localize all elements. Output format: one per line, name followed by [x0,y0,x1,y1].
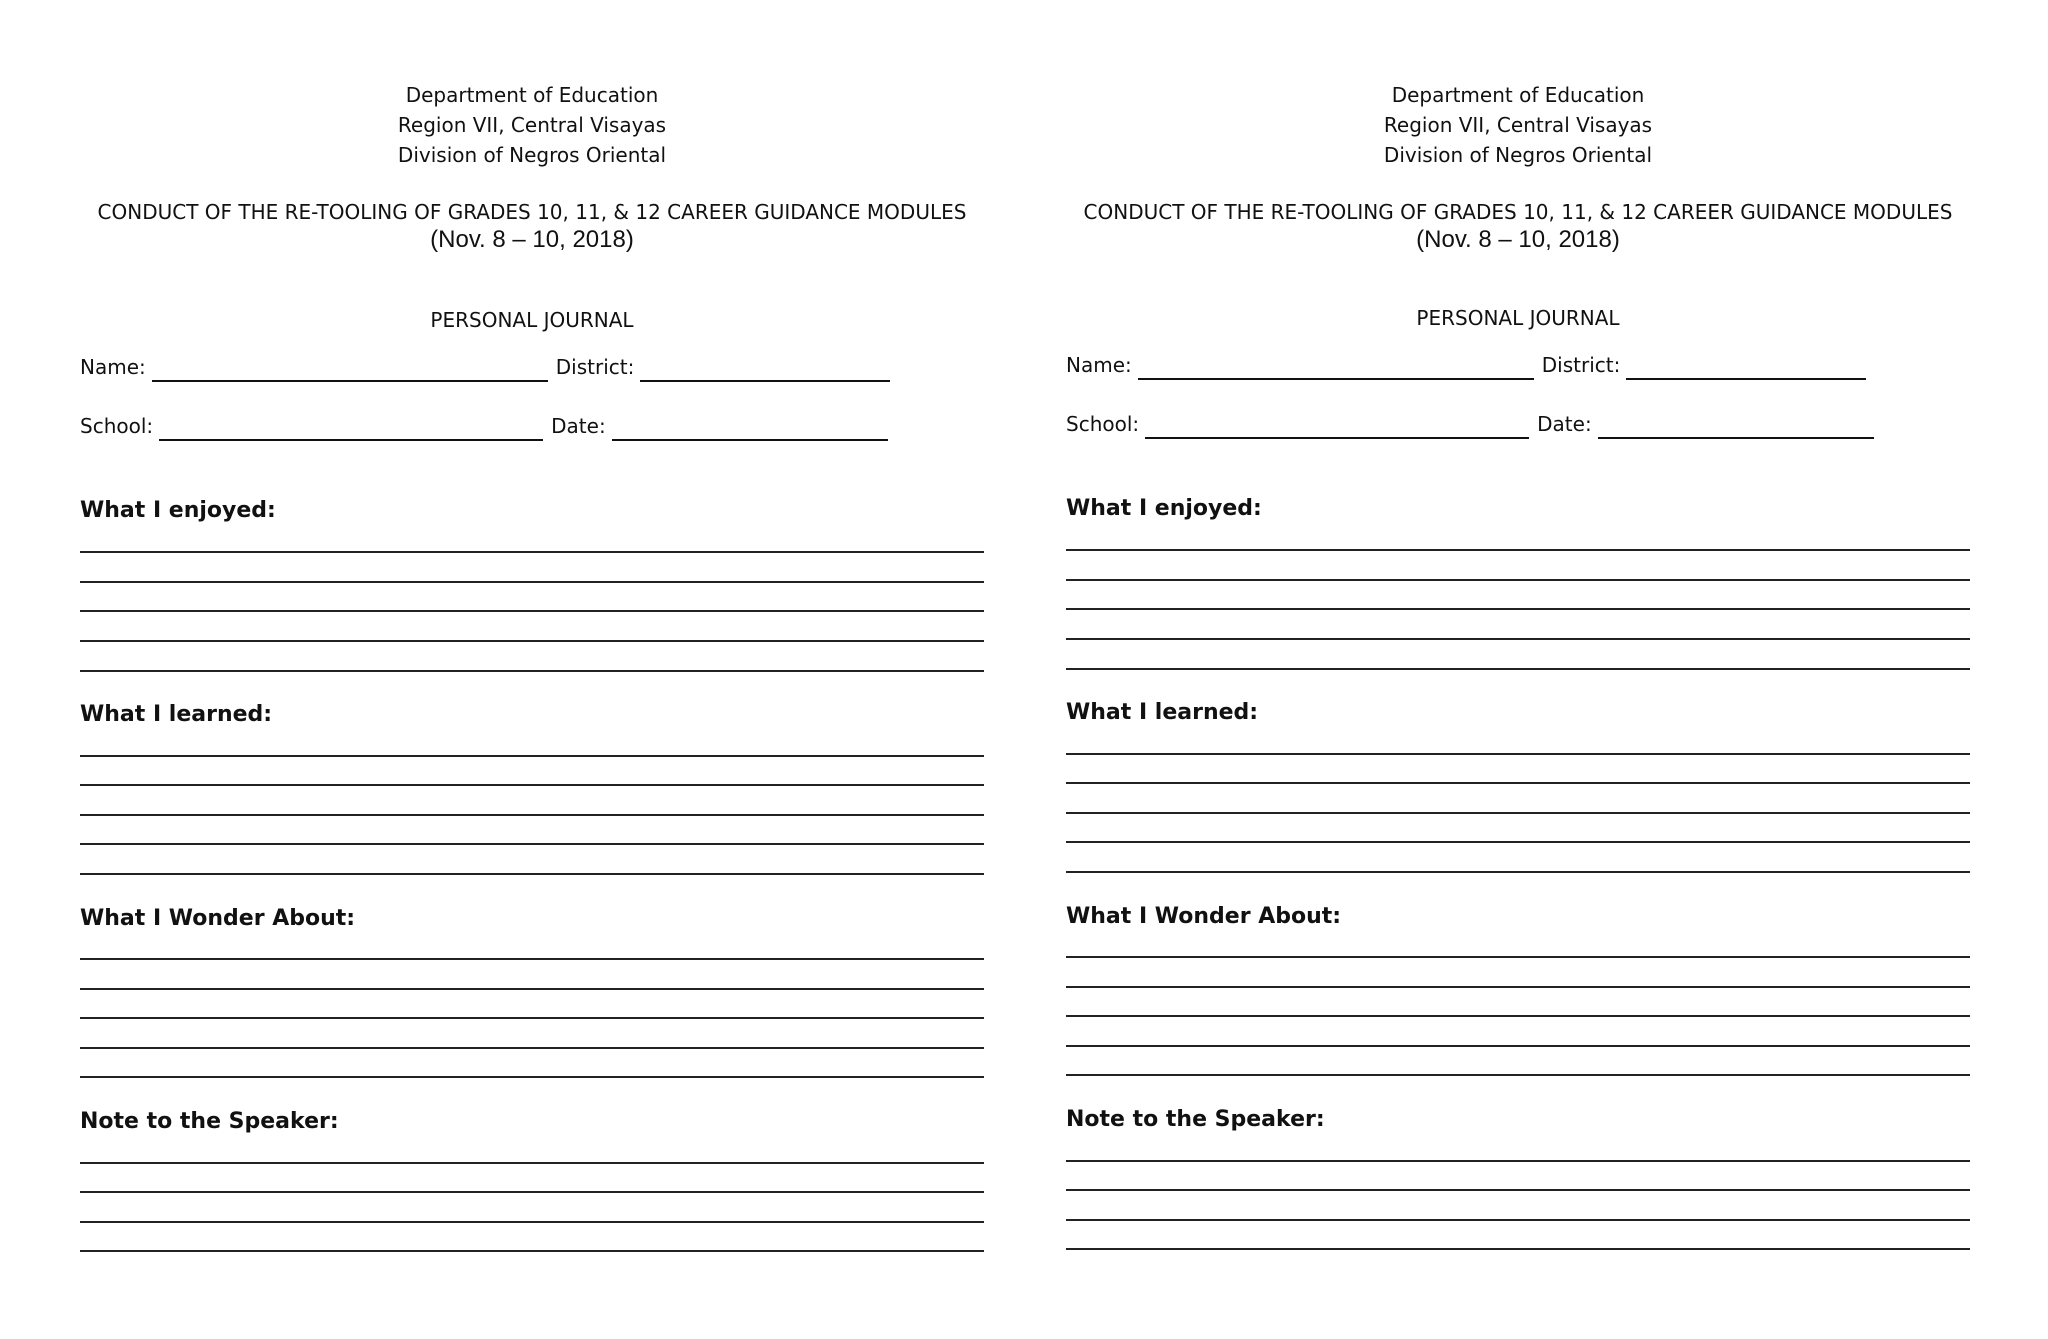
writing-line[interactable] [80,988,984,990]
writing-line[interactable] [1066,608,1970,610]
writing-line[interactable] [80,873,984,875]
name-blank[interactable] [152,358,548,382]
name-label: Name: [1066,353,1132,377]
section-heading-note: Note to the Speaker: [1066,1107,1325,1132]
school-date-row [80,411,896,441]
school-blank[interactable] [1145,415,1529,439]
writing-line[interactable] [1066,1074,1970,1076]
journal-sheet-left [80,0,984,1339]
agency-header [80,80,984,170]
section-heading-wonder: What I Wonder About: [1066,904,1342,929]
name-district-row [80,352,898,382]
school-blank[interactable] [159,417,543,441]
name-label: Name: [80,355,146,379]
writing-line[interactable] [1066,753,1970,755]
section-heading-learned: What I learned: [80,702,273,727]
header-line-department: Department of Education [1391,83,1645,107]
district-blank[interactable] [640,358,890,382]
header-line-region: Region VII, Central Visayas [397,113,667,137]
writing-line[interactable] [1066,1045,1970,1047]
writing-line[interactable] [80,1221,984,1223]
writing-line[interactable] [1066,812,1970,814]
section-heading-enjoyed: What I enjoyed: [1066,496,1262,521]
writing-line[interactable] [1066,1160,1970,1162]
header-line-department: Department of Education [405,83,659,107]
event-title [80,198,984,254]
writing-line[interactable] [80,1047,984,1049]
writing-line[interactable] [1066,986,1970,988]
district-label: District: [555,355,635,379]
school-label: School: [1066,412,1140,436]
writing-line[interactable] [80,1076,984,1078]
writing-line[interactable] [1066,668,1970,670]
writing-line[interactable] [80,958,984,960]
writing-line[interactable] [1066,956,1970,958]
writing-line[interactable] [80,610,984,612]
writing-line[interactable] [80,755,984,757]
date-label: Date: [1537,412,1592,436]
school-label: School: [80,414,154,438]
writing-line[interactable] [80,640,984,642]
header-line-division: Division of Negros Oriental [397,143,667,167]
header-line-division: Division of Negros Oriental [1383,143,1653,167]
name-blank[interactable] [1138,356,1534,380]
header-line-region: Region VII, Central Visayas [1383,113,1653,137]
section-heading-note: Note to the Speaker: [80,1109,339,1134]
date-blank[interactable] [612,417,888,441]
event-title-text: CONDUCT OF THE RE-TOOLING OF GRADES 10, 11, & 12 CAREER GUIDANCE MODULES [97,200,967,224]
writing-line[interactable] [1066,1248,1970,1250]
writing-line[interactable] [80,843,984,845]
school-date-row [1066,409,1882,439]
event-title [1066,198,1970,254]
writing-line[interactable] [1066,579,1970,581]
name-district-row [1066,350,1874,380]
writing-line[interactable] [1066,549,1970,551]
district-blank[interactable] [1626,356,1866,380]
writing-line[interactable] [1066,638,1970,640]
section-heading-learned: What I learned: [1066,700,1259,725]
writing-line[interactable] [1066,782,1970,784]
writing-line[interactable] [1066,1015,1970,1017]
writing-line[interactable] [80,814,984,816]
event-date-range: (Nov. 8 – 10, 2018) [430,226,634,253]
journal-title: PERSONAL JOURNAL [1416,306,1620,330]
writing-line[interactable] [80,1017,984,1019]
writing-line[interactable] [80,784,984,786]
journal-title: PERSONAL JOURNAL [430,308,634,332]
writing-line[interactable] [1066,871,1970,873]
writing-line[interactable] [1066,841,1970,843]
writing-line[interactable] [80,1250,984,1252]
writing-line[interactable] [80,581,984,583]
writing-line[interactable] [80,1191,984,1193]
writing-line[interactable] [1066,1219,1970,1221]
writing-line[interactable] [1066,1189,1970,1191]
writing-line[interactable] [80,1162,984,1164]
date-blank[interactable] [1598,415,1874,439]
section-heading-wonder: What I Wonder About: [80,906,356,931]
district-label: District: [1541,353,1621,377]
event-title-text: CONDUCT OF THE RE-TOOLING OF GRADES 10, 11, & 12 CAREER GUIDANCE MODULES [1083,200,1953,224]
journal-sheet-right [1066,0,1970,1339]
section-heading-enjoyed: What I enjoyed: [80,498,276,523]
writing-line[interactable] [80,670,984,672]
date-label: Date: [551,414,606,438]
writing-line[interactable] [80,551,984,553]
agency-header [1066,80,1970,170]
event-date-range: (Nov. 8 – 10, 2018) [1416,226,1620,253]
